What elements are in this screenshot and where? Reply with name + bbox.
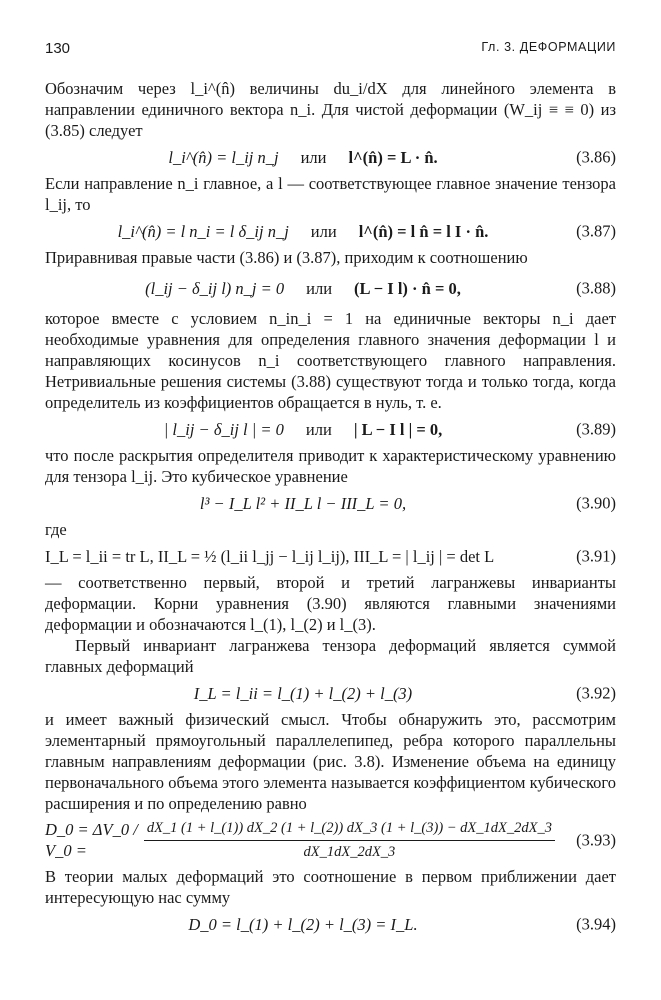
equation-number: (3.90): [576, 493, 616, 513]
equation-number: (3.93): [576, 830, 616, 850]
paragraph: Если направление n_i главное, а l — соответствующее главное значение тензора l_ij, то: [45, 174, 616, 214]
equation-number: (3.88): [576, 278, 616, 298]
equation-rhs: | L − I l | = 0,: [353, 419, 443, 439]
equation-connector: или: [306, 278, 333, 298]
equation-number: (3.94): [576, 914, 616, 934]
running-title: Гл. 3. ДЕФОРМАЦИИ: [481, 40, 616, 54]
paragraph: где: [45, 520, 67, 539]
equation-number: (3.89): [576, 419, 616, 439]
paragraph: что после раскрытия определителя приводит к характеристическому уравнению для тензора l_ij. Это кубическое уравнение: [45, 446, 616, 486]
equation-connector: или: [305, 419, 332, 439]
equation-body: l³ − I_L l² + II_L l − III_L = 0,: [199, 493, 407, 513]
equation-lhs: | l_ij − δ_ij l | = 0: [163, 419, 284, 439]
equation-rhs: l^(n̂) = L · n̂.: [348, 147, 438, 167]
equation-3-94: [45, 908, 616, 940]
equation-3-86: [45, 141, 616, 173]
equation-body: D_0 = l_(1) + l_(2) + l_(3) = I_L.: [188, 914, 418, 934]
equation-lhs: D_0 = ΔV_0 / V_0 =: [45, 820, 138, 860]
paragraph: Первый инвариант лагранжева тензора деформаций является суммой главных деформаций: [45, 636, 616, 676]
equation-body: I_L = l_ii = l_(1) + l_(2) + l_(3): [193, 683, 413, 703]
paragraph: В теории малых деформаций это соотношение в первом приближении дает интересующую нас сумму: [45, 867, 616, 907]
equation-rhs: l^(n̂) = l n̂ = l I · n̂.: [358, 221, 489, 241]
paragraph: и имеет важный физический смысл. Чтобы обнаружить это, рассмотрим элементарный прямоугольный параллелепипед, ребра которого параллельны главным направлениям деформации (рис. 3.8). Изменение объема на единицу первоначального объема этого элемента называется коэффициентом кубического расширения и по определению равно: [45, 710, 616, 813]
equation-3-93: [45, 814, 616, 866]
page-number: 130: [45, 40, 71, 57]
equation-lhs: (l_ij − δ_ij l) n_j = 0: [145, 278, 285, 298]
paragraph: которое вместе с условием n_in_i = 1 на единичные векторы n_i дает необходимые уравнения для определения главного значения деформации l и направляющих косинусов n_i соответствующего главного направления. Нетривиальные решения системы (3.88) существуют тогда и только тогда, когда определитель из коэффициентов обращается в нуль, т. е.: [45, 309, 616, 412]
equation-lhs: l_i^(n̂) = l n_i = l δ_ij n_j: [117, 221, 289, 241]
equation-3-89: [45, 413, 616, 445]
equation-number: (3.86): [576, 147, 616, 167]
equation-rhs: (L − I l) · n̂ = 0,: [354, 278, 461, 298]
equation-connector: или: [300, 147, 327, 167]
equation-number: (3.87): [576, 221, 616, 241]
equation-3-92: [45, 677, 616, 709]
equation-connector: или: [310, 221, 337, 241]
equation-3-87: [45, 215, 616, 247]
equation-3-91: [45, 540, 616, 572]
page-body: [45, 78, 616, 940]
paragraph: Обозначим через l_i^(n̂) величины du_i/dX для линейного элемента в направлении единичного вектора n_i. Для чистой деформации (W_ij ≡ ≡ 0) из (3.85) следует: [45, 79, 616, 140]
equation-3-90: [45, 487, 616, 519]
equation-number: (3.91): [576, 546, 616, 566]
equation-3-88: [45, 268, 616, 308]
fraction: [144, 818, 555, 863]
fraction-numerator: dX_1 (1 + l_(1)) dX_2 (1 + l_(2)) dX_3 (1 + l_(3)) − dX_1dX_2dX_3: [144, 818, 555, 841]
paragraph: Приравнивая правые части (3.86) и (3.87), приходим к соотношению: [45, 248, 528, 267]
equation-body: I_L = l_ii = tr L, II_L = ½ (l_ii l_jj − l_ij l_ij), III_L = | l_ij | = det L: [45, 546, 495, 566]
paragraph: — соответственно первый, второй и третий лагранжевы инварианты деформации. Корни уравнения (3.90) являются главными значениями деформации и обозначаются l_(1), l_(2) и l_(3).: [45, 573, 616, 634]
equation-lhs: l_i^(n̂) = l_ij n_j: [168, 147, 279, 167]
equation-number: (3.92): [576, 683, 616, 703]
fraction-denominator: dX_1dX_2dX_3: [303, 843, 396, 860]
page-header: [45, 40, 616, 62]
